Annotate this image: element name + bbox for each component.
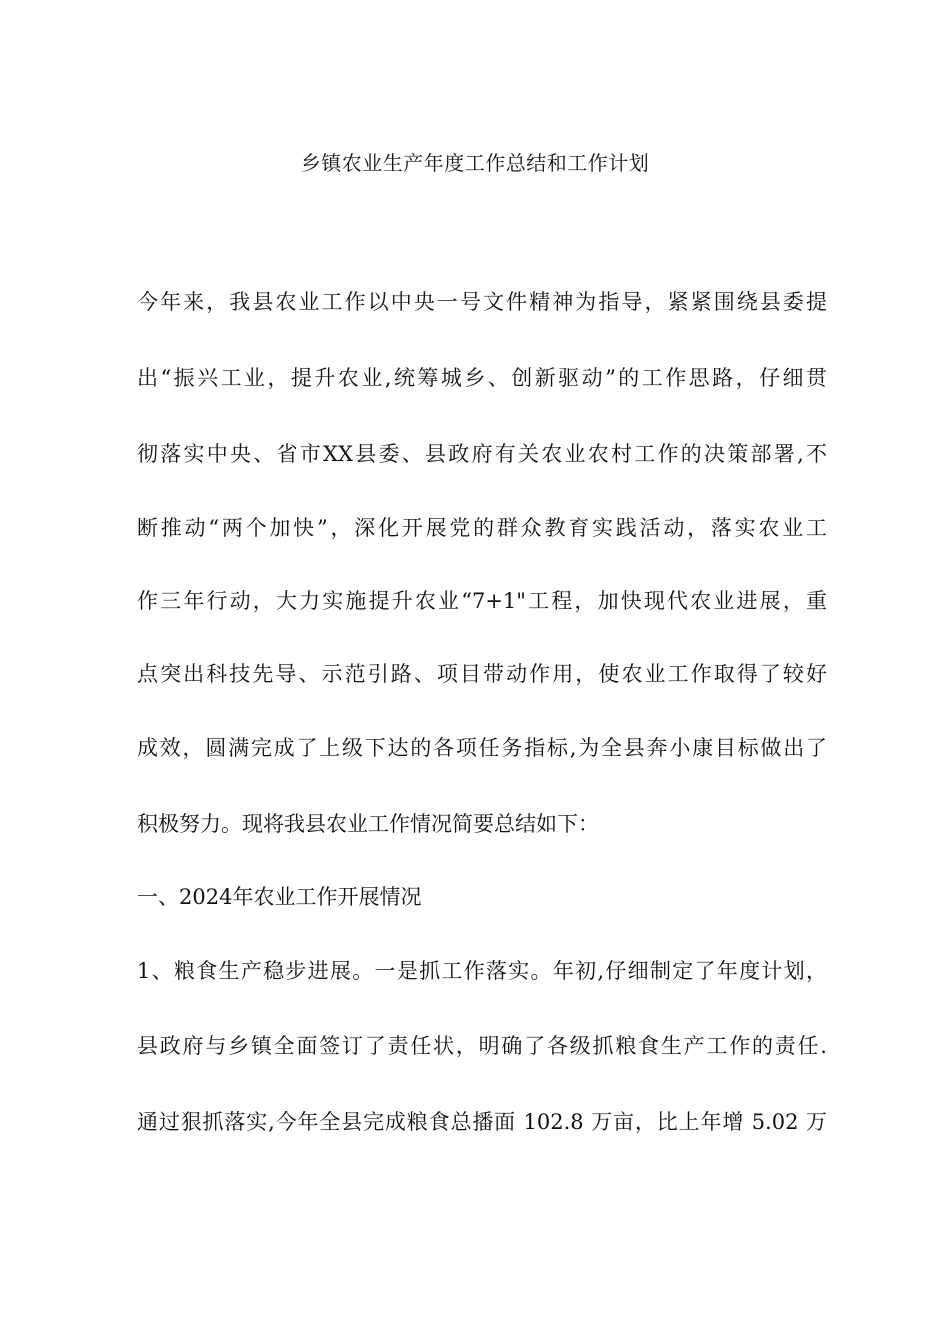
paragraph-line: 断推动“两个加快”，深化开展党的群众教育实践活动，落实农业工 bbox=[137, 516, 827, 540]
paragraph-line: 1、粮食生产稳步进展。一是抓工作落实。年初,仔细制定了年度计划， bbox=[137, 959, 827, 983]
paragraph-line: 通过狠抓落实,今年全县完成粮食总播面 102.8 万亩，比上年增 5.02 万 bbox=[137, 1110, 827, 1134]
paragraph-line: 今年来，我县农业工作以中央一号文件精神为指导，紧紧围绕县委提 bbox=[137, 290, 827, 314]
paragraph-line: 县政府与乡镇全面签订了责任状，明确了各级抓粮食生产工作的责任. bbox=[137, 1034, 827, 1058]
paragraph-line: 成效，圆满完成了上级下达的各项任务指标,为全县奔小康目标做出了 bbox=[137, 736, 827, 760]
paragraph-line: 彻落实中央、省市XX县委、县政府有关农业农村工作的决策部署,不 bbox=[137, 442, 827, 466]
paragraph-line: 点突出科技先导、示范引路、项目带动作用，使农业工作取得了较好 bbox=[137, 662, 827, 686]
section-heading: 一、2024年农业工作开展情况 bbox=[137, 885, 422, 909]
paragraph-line: 出“振兴工业，提升农业,统筹城乡、创新驱动”的工作思路，仔细贯 bbox=[137, 366, 827, 390]
paragraph-line: 积极努力。现将我县农业工作情况简要总结如下： bbox=[137, 812, 599, 836]
document-title: 乡镇农业生产年度工作总结和工作计划 bbox=[300, 151, 650, 175]
paragraph-line: 作三年行动，大力实施提升农业“7+1"工程，加快现代农业进展，重 bbox=[137, 589, 827, 613]
